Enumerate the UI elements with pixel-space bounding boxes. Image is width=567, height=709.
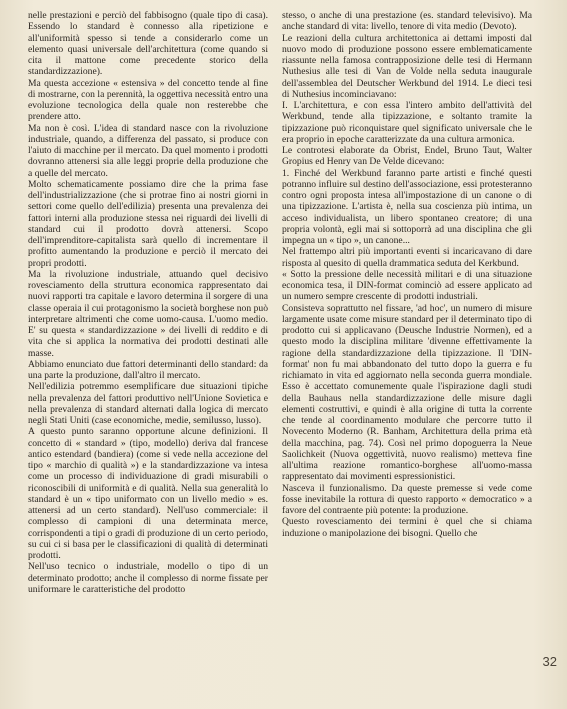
paragraph: Nel frattempo altri più importanti eventi si incaricavano di dare risposta al quesito di quella drammatica seduta del Kerkbund. [282, 246, 532, 269]
paragraph: Nell'edilizia potremmo esemplificare due situazioni tipiche nella prevalenza del fattori produttivo nell'Unione Sovietica e nella prevalenza di standard alternati dalla logica di mercato negli Stati Uniti (case economiche, medie, semilusso, lusso). [28, 381, 268, 426]
paragraph: Molto schematicamente possiamo dire che la prima fase dell'industrializzazione (che si protrae fino ai nostri giorni in settori come quello dell'edilizia) presenta una prevalenza dei fattori interni alla produzione stessa nei riguardi dei livelli di standard cui il prodotto dovrà attenersi. Scopo dell'imprenditore-capitalista sarà quello di incrementare il profitto aumentando la produzione e perciò il mercato dei propri prodotti. [28, 178, 268, 269]
paragraph: A questo punto saranno opportune alcune definizioni. Il concetto di « standard » (tipo, modello) deriva dal francese antico estendard (bandiera) (come si vede nella accezione del tipo « marchio di qualità ») e la standardizzazione va intesa come un processo di individuazione di gradi misurabili o riconoscibili di uniformità e di qualità. Nella sua generalità lo standard è un « tipo uniformato con un livello medio » es. attenersi ad un certo standard). Nell'uso commerciale: il complesso di campioni di una determinata merce, corrispondenti a tipi o gradi di produzione di un certo periodo, su cui ci si basa per le classificazioni di qualità di determinati prodotti. [28, 426, 268, 561]
paragraph: I. L'architettura, e con essa l'intero ambito dell'attività del Werkbund, tende alla tipizzazione, e soltanto tramite la tipizzazione può riconquistare quel significato universale che le era proprio in epoche caratterizzate da una cultura armonica. [282, 100, 532, 145]
paragraph: Ma non è così. L'idea di standard nasce con la rivoluzione industriale, quando, a differenza del passato, si produce con l'aiuto di macchine per il mercato. Da quel momento i prodotti dovranno attenersi sia alle leggi proprie della produzione che a quelle del mercato. [28, 122, 268, 179]
paragraph: Le reazioni della cultura architettonica ai dettami imposti dal nuovo modo di produzione possono essere emblematicamente riassunte nella famosa contrapposizione delle tesi di Hermann Nuthesius alle tesi di Van de Volde nella seduta inaugurale dell'assemblea del Deutscher Werkbund del 1914. Le dieci tesi di Nuthesius incominciavano: [282, 32, 532, 100]
paragraph: Le controtesi elaborate da Obrist, Endel, Bruno Taut, Walter Gropius ed Henry van De Velde dicevano: [282, 145, 532, 168]
paragraph: 1. Finché del Werkbund faranno parte artisti e finché questi potranno influire sul destino dell'associazione, essi protesteranno contro ogni proposta intesa all'impostazione di un canone o di una tipizzazione. L'artista è, nella sua coscienza più intima, un acceso individualista, un libero spontaneo creatore; di una propria volontà, egli mai si sottoporrà ad una disciplina che gli impegna un « tipo », un canone... [282, 167, 532, 246]
right-column [282, 10, 532, 539]
paragraph: Nasceva il funzionalismo. Da queste premesse si vede come fosse inevitabile la rottura di questo rapporto « democratico » a favore del contraente più potente: la produzione. [282, 482, 532, 516]
paragraph: Ma la rivoluzione industriale, attuando quel decisivo rovesciamento della struttura economica rappresentato dai nuovi rapporti tra capitale e lavoro determina il sorgere di una classe operaia il cui protagonismo la società borghese non può interpretare altrimenti che come uomo-causa. L'uomo medio. E' su questa « standardizzazione » dei livelli di reddito e di vita che si applica la normativa dei prodotti destinati alle masse. [28, 268, 268, 359]
left-column [28, 10, 268, 595]
paragraph: stesso, o anche di una prestazione (es. standard televisivo). Ma anche standard di vita: livello, tenore di vita medio (Devoto). [282, 10, 532, 33]
paragraph: Questo rovesciamento dei termini è quel che si chiama induzione o manipolazione dei bisogni. Quello che [282, 516, 532, 539]
paragraph: Abbiamo enunciato due fattori determinanti dello standard: da una parte la produzione, dall'altro il mercato. [28, 358, 268, 381]
paragraph: Consisteva soprattutto nel fissare, 'ad hoc', un numero di misure largamente usate come misure standard per il determinato tipo di prodotto cui si applicavano (Deusche Industrie Normen), ed a questo modo la disciplina militare 'divenne effettivamente la ragione della standardizzazione della tipizzazione. Il 'DIN-format' non fu mai abbandonato del tutto dopo la guerra e fu richiamato in vita ed aggiornato nella seconda guerra mondiale. Esso è accettato comunemente quale l'ispirazione dagli studi della Bauhaus nella standardizzazione delle misure dagli elementi costruttivi, e quindi è alla origine di tutta la corrente che tende al coordinamento modulare che percorre tutto il Novecento Moderno (R. Banham, Architettura della prima età della macchina, pag. 74). Così nel primo dopoguerra la Neue Saolichkeit (Nuova oggettività, nuovo realismo) metteva fine all'ultima reazione romantico-borghese all'uomo-massa rappresentato dai movimenti espressionistici. [282, 302, 532, 483]
paragraph: Ma questa accezione « estensiva » del concetto tende al fine di mostrarne, con la perennità, la oggettiva necessità entro una evoluzione tecnologica della quale non resterebbe che prendere atto. [28, 77, 268, 123]
page-number: 32 [542, 654, 557, 669]
paragraph: « Sotto la pressione delle necessità militari e di una situazione economica tesa, il DIN-format cominciò ad essere applicato ad un numero sempre crescente di prodotti industriali. [282, 268, 532, 303]
paragraph: nelle prestazioni e perciò del fabbisogno (quale tipo di casa). Essendo lo standard è connesso alla ripetizione e all'uniformità spesso si tende a considerarlo come un elemento quasi universale dell'architettura (come quando si cita il mattone come precedente storico della standardizzazione). [28, 10, 268, 78]
paragraph: Nell'uso tecnico o industriale, modello o tipo di un determinato prodotto; anche il complesso di norme fissate per uniformare le caratteristiche del prodotto [28, 561, 268, 595]
